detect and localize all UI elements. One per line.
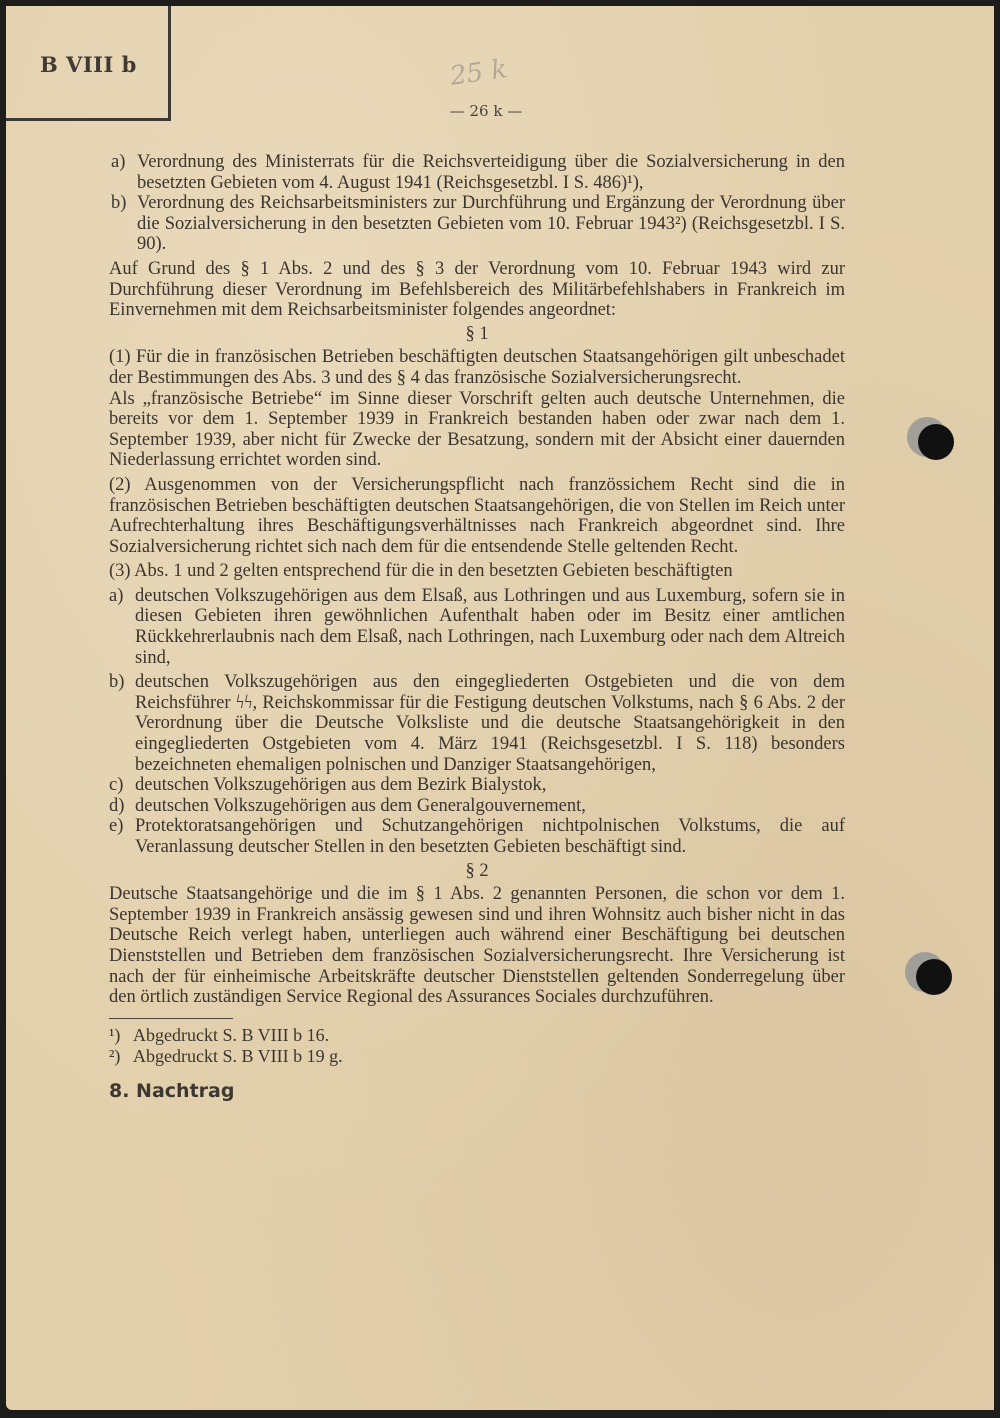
list-item-text: deutschen Volkszugehörigen aus den eingegliederten Ostgebieten und die von dem Reichsführer ϟϟ, Reichskommissar für die Festigung deutschen Volkstums, nach § 6 Abs. 2 der Verordnung über die Deutsche Volksliste und die deutsche Staatsangehörigkeit in den eingegliederten Ostgebieten vom 4. März 1941 (Reichsgesetzbl. I S. 118) besonders bezeichneten ehemaligen polnischen und Danziger Staatsangehörigen,: [135, 672, 845, 775]
list-item-label: b): [111, 193, 127, 214]
section-code: B VIII b: [40, 52, 137, 77]
list-item-label: a): [111, 152, 126, 172]
list-item-text: Protektoratsangehörigen und Schutzangehörigen nichtpolnischen Volkstums, die auf Veranlassung deutscher Stellen in den besetzten Gebieten beschäftigt sind.: [135, 816, 845, 857]
list-item: [109, 816, 845, 857]
punch-hole-icon: [916, 959, 952, 995]
footnotes: [109, 1025, 845, 1067]
list-item: [111, 152, 845, 193]
list-item: [109, 775, 845, 796]
footnote-divider: [109, 1018, 233, 1019]
list-item: [109, 672, 845, 775]
list-item-text: Verordnung des Reichsarbeitsministers zur Durchführung und Ergänzung der Verordnung über die Sozialversicherung in den besetzten Gebieten vom 10. Februar 1943²) (Reichsgesetzbl. I S. 90).: [137, 193, 845, 255]
list-item: [109, 586, 845, 668]
preamble: Auf Grund des § 1 Abs. 2 und des § 3 der Verordnung vom 10. Februar 1943 wird zur Durchführung dieser Verordnung im Befehlsbereich des Militärbefehlshabers in Frankreich im Einvernehmen mit dem Reichsarbeitsminister folgendes angeordnet:: [109, 258, 845, 321]
section-heading: § 2: [465, 860, 489, 881]
list-item-label: b): [109, 672, 125, 693]
paragraph: Deutsche Staatsangehörige und die im § 1 Abs. 2 genannten Personen, die schon vor dem 1. September 1939 in Frankreich ansässig gewesen sind und ihren Wohnsitz auch bisher nicht in das Deutsche Reich verlegt haben, unterliegen auch während einer Beschäftigung bei deutschen Dienststellen und Betrieben dem französischen Sozialversicherungsrecht. Ihre Versicherung ist nach der für einheimische Arbeitskräfte deutscher Dienststellen geltenden Sonderregelung über den örtlich zuständigen Service Regional des Assurances Sociales durchzuführen.: [109, 884, 845, 1008]
footnote-mark: ²): [109, 1045, 121, 1066]
legal-basis-list: [111, 152, 845, 255]
list-item-text: deutschen Volkszugehörigen aus dem Generalgouvernement,: [135, 795, 586, 816]
paragraph: Als „französische Betriebe“ im Sinne dieser Vorschrift gelten auch deutsche Unternehmen, die bereits vor dem 1. September 1939 in Frankreich bestanden haben oder zwar nach dem 1. September 1939, aber nicht für Zwecke der Besatzung, sondern mit der Absicht einer dauernden Niederlassung errichtet worden sind.: [109, 388, 845, 471]
list-item-label: c): [109, 775, 124, 796]
punch-hole-icon: [918, 424, 954, 460]
section-code-box: [6, 6, 171, 121]
footnote-text: Abgedruckt S. B VIII b 16.: [133, 1024, 330, 1045]
paragraph: (1) Für die in französischen Betrieben beschäftigten deutschen Staatsangehörigen gilt unbeschadet der Bestimmungen des Abs. 3 und des § 4 das französische Sozialversicherungsrecht.: [109, 347, 845, 388]
paragraph: (2) Ausgenommen von der Versicherungspflicht nach französsichem Recht sind die in französischen Betrieben beschäftigten deutschen Staatsangehörigen, die von Stellen im Reich unter Aufrechterhaltung ihres Beschäftigungsverhältnisses nach Frankreich abgeordnet sind. Ihre Sozialversicherung richtet sich nach dem für die entsendende Stelle geltenden Recht.: [109, 474, 845, 557]
supplement-label: 8. Nachtrag: [109, 1079, 235, 1102]
list-item-label: a): [109, 585, 124, 606]
footnote: [109, 1025, 845, 1046]
footnote: [109, 1046, 845, 1067]
document-page: [6, 6, 994, 1410]
list-item-text: Verordnung des Ministerrats für die Reichsverteidigung über die Sozialversicherung in den besetzten Gebieten vom 4. August 1941 (Reichsgesetzbl. I S. 486)¹),: [137, 152, 845, 193]
document-body: [109, 152, 845, 1101]
footnote-text: Abgedruckt S. B VIII b 19 g.: [133, 1045, 343, 1066]
list-item-label: e): [109, 816, 124, 837]
list-item: [111, 193, 845, 255]
list-item-text: deutschen Volkszugehörigen aus dem Elsaß, aus Lothringen und aus Luxemburg, sofern sie in diesen Gebieten ihren gewöhnlichen Aufenthalt haben oder im Besitz einer amtlichen Rückkehrerlaubnis nach dem Elsaß, nach Lothringen, nach Luxemburg oder nach dem Altreich sind,: [135, 585, 845, 668]
covered-persons-list: [109, 586, 845, 858]
section-heading: § 1: [465, 323, 489, 344]
page-number: — 26 k —: [449, 102, 523, 120]
list-item-label: d): [109, 795, 125, 816]
handwritten-page-note: 25 k: [448, 54, 509, 92]
footnote-mark: ¹): [109, 1024, 121, 1045]
paragraph: (3) Abs. 1 und 2 gelten entsprechend für die in den besetzten Gebieten beschäftigten: [109, 561, 733, 582]
list-item: [109, 796, 845, 817]
list-item-text: deutschen Volkszugehörigen aus dem Bezirk Bialystok,: [135, 775, 547, 796]
